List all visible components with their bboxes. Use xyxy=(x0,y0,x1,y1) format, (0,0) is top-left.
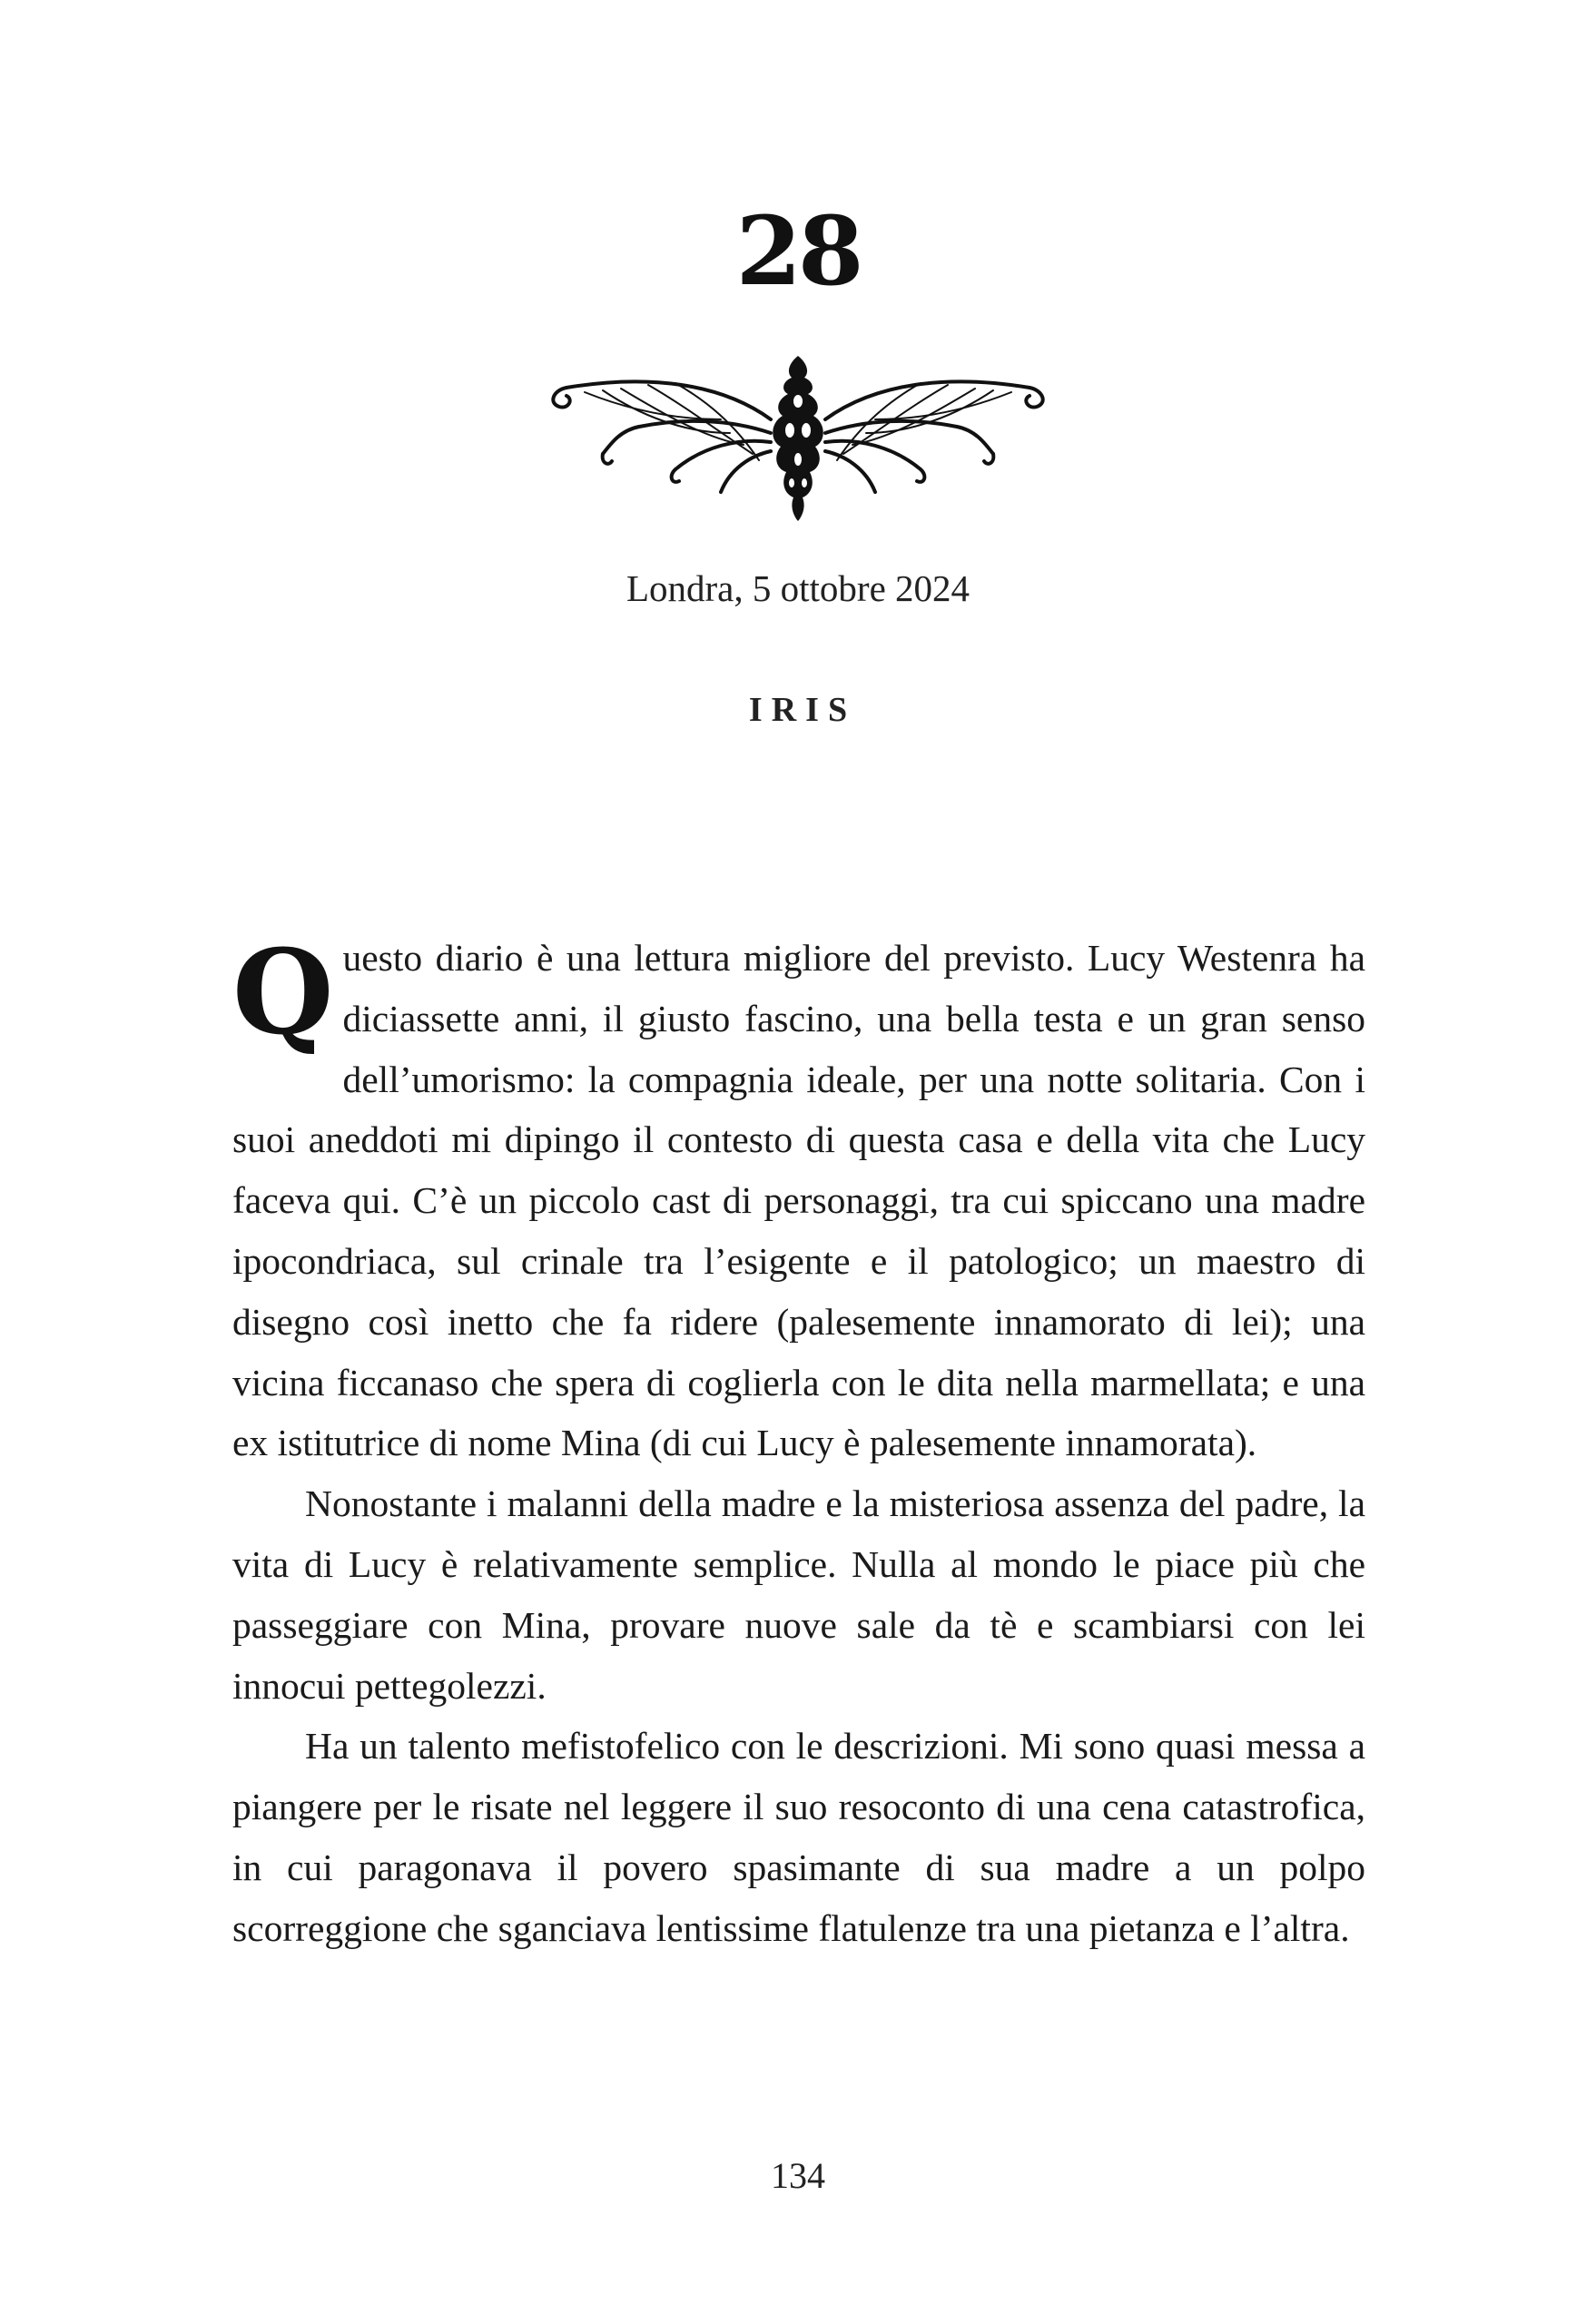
chapter-number: 28 xyxy=(735,195,861,307)
dateline: Londra, 5 ottobre 2024 xyxy=(626,567,970,609)
paragraph-text: uesto diario è una lettura migliore del previsto. Lucy Westenra ha diciassette anni, il giusto fascino, una bella testa e un gran senso dell’umorismo: la compagnia ideale, per una notte solitaria. Con i suoi aneddoti mi dipingo il contesto di questa casa e della vita che Lucy faceva qui. C’è un piccolo cast di personaggi, tra cui spiccano una madre ipocondriaca, sul crinale tra l’esigente e il patologico; un maestro di disegno così inetto che fa ridere (palesemente innamorato di lei); una vicina ficcanaso che spera di coglierla con le dita nella marmellata; e una ex istitutrice di nome Mina (di cui Lucy è palesemente innamorata). xyxy=(232,937,1365,1464)
page-number: 134 xyxy=(771,2155,825,2196)
narrator-heading: IRIS xyxy=(748,691,857,729)
drop-cap: Q xyxy=(232,925,334,1061)
paragraph: Nonostante i malanni della madre e la misteriosa assenza del padre, la vita di Lucy è relativamente semplice. Nulla al mondo le piace più che passeggiare con Mina, provare nuove sale da tè e scambiarsi con lei innocui pettegolezzi. xyxy=(232,1482,1365,1707)
paragraph xyxy=(232,925,1365,1473)
body-text xyxy=(232,925,1365,1959)
bat-wing-ornament-icon xyxy=(548,347,1048,528)
paragraph: Ha un talento mefistofelico con le descrizioni. Mi sono quasi messa a piangere per le risate nel leggere il suo resoconto di una cena catastrofica, in cui paragonava il povero spasimante di sua madre a un polpo scorreggione che sganciava lentissime flatulenze tra una pietanza e l’altra. xyxy=(232,1725,1365,1949)
